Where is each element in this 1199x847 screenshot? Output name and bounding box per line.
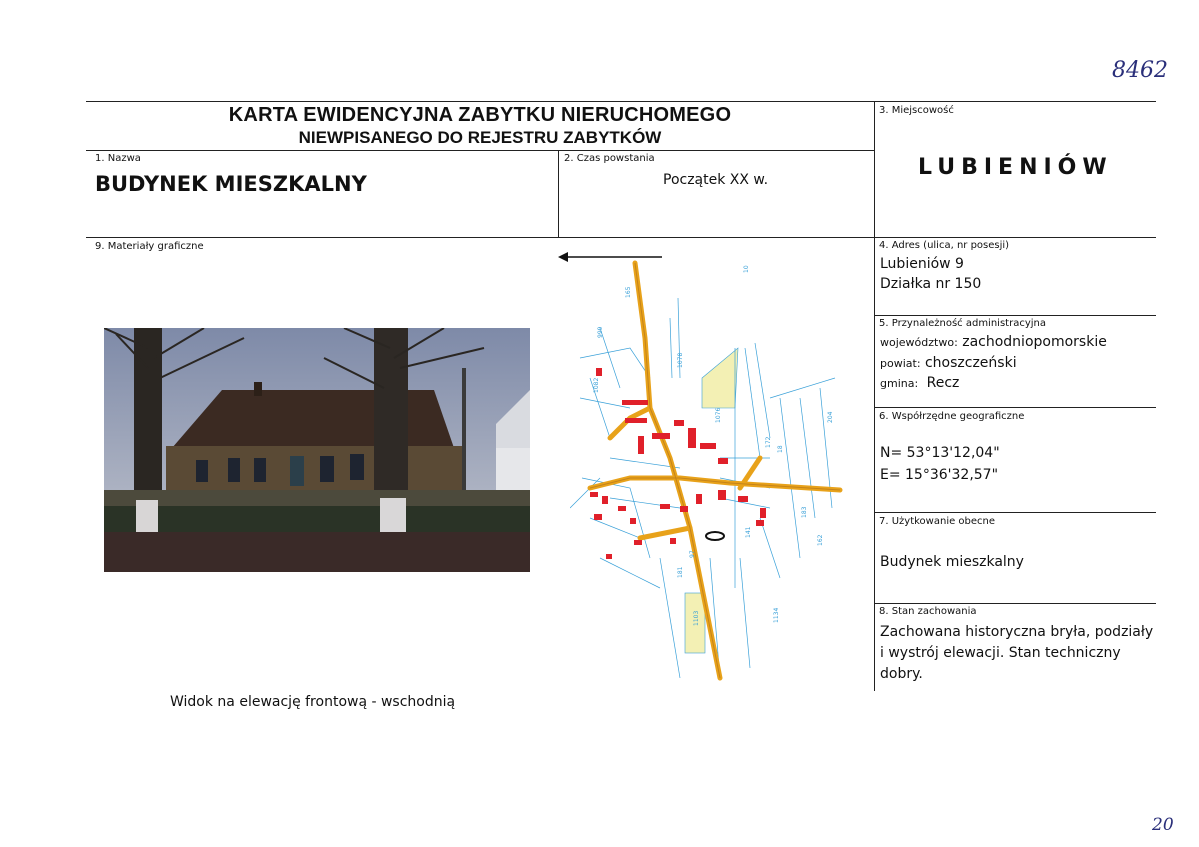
rule-after-usage <box>874 603 1156 604</box>
stan-line1: Zachowana historyczna bryła, podziały <box>880 624 1154 640</box>
stan-line3: dobry. <box>880 666 923 682</box>
parcel-label: 1103 <box>693 610 700 626</box>
wojewodztwo-value: zachodniopomorskie <box>962 334 1107 350</box>
parcel-label: 18 <box>777 445 784 453</box>
latitude-value: N= 53°13'12,04" <box>880 445 1000 461</box>
parcel-label: 141 <box>745 526 752 538</box>
building-photo <box>104 328 530 572</box>
parcel-label: 10 <box>743 265 750 273</box>
parcel-label: 97 <box>689 550 696 558</box>
parcel-label: 1078 <box>677 352 684 368</box>
uzytkowanie-label: 7. Użytkowanie obecne <box>879 516 996 527</box>
miejscowosc-value: LUBIENIÓW <box>918 155 1113 180</box>
parcel-label: 1082 <box>593 377 600 393</box>
parcel-label: 1134 <box>773 607 780 623</box>
materialy-label: 9. Materiały graficzne <box>95 241 204 252</box>
stan-label: 8. Stan zachowania <box>879 606 977 617</box>
wojewodztwo-row <box>880 334 1107 350</box>
parcel-label: 181 <box>677 566 684 578</box>
powiat-key: powiat: <box>880 357 921 370</box>
przynaleznosc-label: 5. Przynależność administracyjna <box>879 318 1046 329</box>
photo-caption: Widok na elewację frontową - wschodnią <box>170 694 456 710</box>
page-number: 20 <box>1152 815 1174 835</box>
stan-line2: i wystrój elewacji. Stan techniczny <box>880 645 1121 661</box>
nazwa-value: BUDYNEK MIESZKALNY <box>95 172 367 196</box>
header-bottom-rule <box>86 237 1156 238</box>
wspolrzedne-label: 6. Współrzędne geograficzne <box>879 411 1025 422</box>
miejscowosc-label: 3. Miejscowość <box>879 105 954 116</box>
czas-value: Początek XX w. <box>663 172 769 188</box>
gmina-row <box>880 375 959 391</box>
powiat-row <box>880 355 1017 371</box>
rule-after-address <box>874 315 1156 316</box>
adres-label: 4. Adres (ulica, nr posesji) <box>879 240 1010 251</box>
powiat-value: choszczeński <box>924 355 1017 371</box>
uzytkowanie-value: Budynek mieszkalny <box>880 554 1024 570</box>
parcel-label: 162 <box>817 534 824 546</box>
parcel-label: 183 <box>801 506 808 518</box>
name-date-divider <box>558 150 559 238</box>
nazwa-label: 1. Nazwa <box>95 153 141 164</box>
card-title: KARTA EWIDENCYJNA ZABYTKU NIERUCHOMEGO <box>228 104 732 126</box>
parcel-label: 165 <box>625 286 632 298</box>
rule-after-coords <box>874 512 1156 513</box>
parcel-label: 1076 <box>715 407 722 423</box>
parcel-label: 172 <box>765 436 772 448</box>
site-map <box>570 258 845 688</box>
parcel-label: 204 <box>827 411 834 423</box>
longitude-value: E= 15°36'32,57" <box>880 467 999 483</box>
archive-number: 8462 <box>1112 58 1168 83</box>
rule-after-admin <box>874 407 1156 408</box>
title-rule <box>86 150 874 151</box>
adres-line2: Działka nr 150 <box>880 276 982 292</box>
top-rule <box>86 101 1156 102</box>
czas-label: 2. Czas powstania <box>564 153 655 164</box>
wojewodztwo-key: województwo: <box>880 336 958 349</box>
adres-line1: Lubieniów 9 <box>880 256 964 272</box>
gmina-key: gmina: <box>880 377 919 390</box>
card-subtitle: NIEWPISANEGO DO REJESTRU ZABYTKÓW <box>298 128 662 147</box>
parcel-label: 999 <box>597 326 604 338</box>
gmina-value: Recz <box>926 375 960 391</box>
